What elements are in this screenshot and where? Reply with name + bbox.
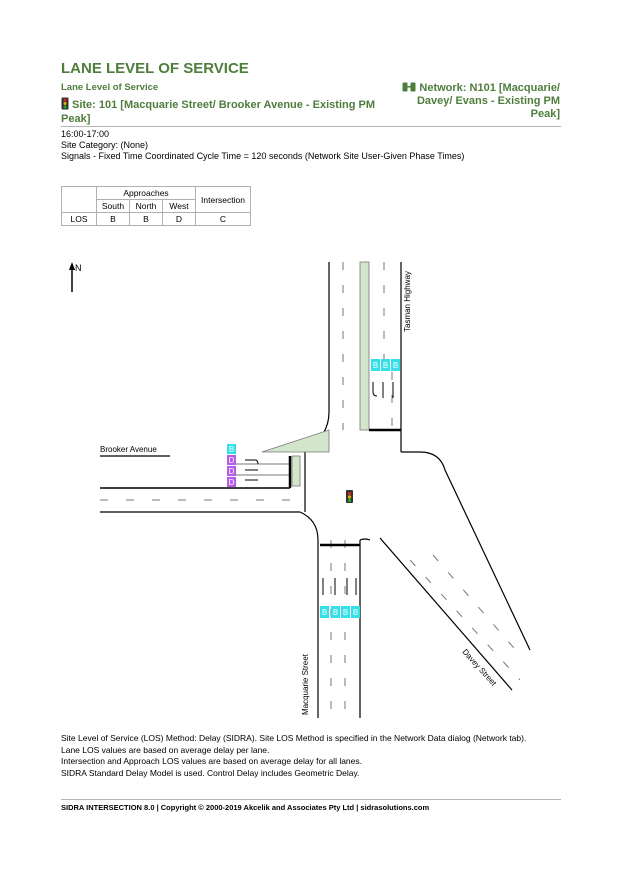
lane-los-label: B [342, 608, 349, 617]
site-info [61, 129, 464, 162]
south-approach-lanes [320, 606, 360, 618]
footer: SIDRA INTERSECTION 8.0 | Copyright © 2000-2019 Akcelik and Associates Pty Ltd | sidrasolutions.com [61, 803, 430, 812]
network-heading [395, 82, 560, 121]
approach-south-header: South [97, 200, 130, 213]
lane-los-label: D [228, 478, 235, 487]
site-title: Site: 101 [Macquarie Street/ Brooker Avenue - Existing PM Peak] [61, 99, 375, 125]
footer-divider [61, 799, 561, 800]
los-intersection-value: C [196, 213, 251, 226]
los-south-value: B [97, 213, 130, 226]
los-row-label: LOS [62, 213, 97, 226]
lane-los-label: B [332, 608, 339, 617]
approach-north-header: North [130, 200, 163, 213]
note-line: Intersection and Approach LOS values are based on average delay for all lanes. [61, 756, 362, 766]
road-label-davey: Davey Street [460, 647, 499, 688]
site-heading [61, 97, 391, 126]
page-title: LANE LEVEL OF SERVICE [61, 60, 249, 77]
page-subtitle: Lane Level of Service [61, 82, 159, 93]
lane-los-label: D [228, 456, 235, 465]
lane-los-label: B [352, 608, 359, 617]
road-label-brooker: Brooker Avenue [100, 445, 157, 454]
road-label-macquarie: Macquarie Street [301, 654, 310, 715]
header-divider [61, 126, 561, 127]
traffic-signal-icon [61, 97, 69, 110]
approach-west-header: West [163, 200, 196, 213]
note-line: Site Level of Service (LOS) Method: Delay (SIDRA). Site LOS Method is specified in the Network Data dialog (Network tab). [61, 733, 527, 743]
note-line: SIDRA Standard Delay Model is used. Control Delay includes Geometric Delay. [61, 767, 360, 778]
lane-los-label: B [228, 445, 235, 454]
approaches-header: Approaches [97, 187, 196, 200]
los-north-value: B [130, 213, 163, 226]
lane-markings [100, 262, 520, 718]
north-approach-lanes [371, 359, 400, 371]
intersection-diagram [0, 250, 622, 720]
network-title: Network: N101 [Macquarie/ Davey/ Evans - Existing PM Peak] [416, 82, 560, 120]
west-approach-lanes [227, 444, 236, 487]
los-west-value: D [163, 213, 196, 226]
road-label-tasman: Tasman Highway [403, 271, 412, 332]
site-category: Site Category: (None) [61, 140, 149, 150]
lane-los-label: D [228, 467, 235, 476]
lane-los-label: B [321, 608, 328, 617]
lane-los-label: B [372, 361, 379, 370]
signals-info: Signals - Fixed Time Coordinated Cycle Time = 120 seconds (Network Site User-Given Phase Times) [61, 151, 465, 161]
network-signals-icon [402, 82, 416, 92]
lane-los-label: B [382, 361, 389, 370]
intersection-header: Intersection [196, 187, 251, 213]
los-summary-table [61, 186, 251, 226]
north-label: N [75, 263, 82, 273]
time-period: 16:00-17:00 [61, 129, 110, 139]
note-line: Lane LOS values are based on average delay per lane. [61, 744, 270, 755]
center-traffic-signal [346, 490, 353, 503]
median-islands [262, 262, 369, 486]
north-arrow [69, 262, 82, 292]
lane-los-label: B [392, 361, 399, 370]
notes [61, 733, 526, 779]
